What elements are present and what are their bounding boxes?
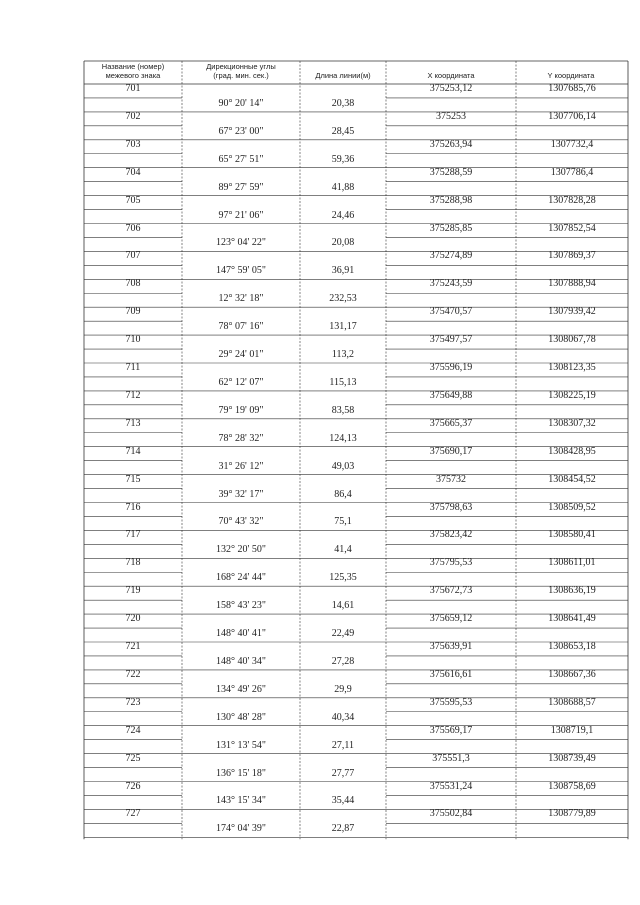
line-length: 232,53 bbox=[329, 293, 357, 305]
x-coordinate: 375798,63 bbox=[429, 501, 473, 513]
point-number: 711 bbox=[125, 362, 141, 373]
line-length: 115,13 bbox=[329, 376, 357, 388]
y-coordinate: 1308719,1 bbox=[550, 724, 594, 736]
y-coordinate: 1308509,52 bbox=[548, 501, 596, 513]
x-coordinate: 375253 bbox=[436, 110, 466, 122]
line-length: 28,45 bbox=[331, 125, 355, 137]
line-length: 59,36 bbox=[331, 153, 355, 165]
direction-angle: 123° 04' 22" bbox=[216, 237, 266, 249]
point-number: 702 bbox=[125, 110, 141, 122]
y-coordinate: 1308779,89 bbox=[548, 808, 596, 820]
direction-angle: 70° 43' 32" bbox=[218, 516, 264, 528]
point-number: 705 bbox=[125, 194, 141, 206]
direction-angle: 78° 28' 32" bbox=[218, 432, 264, 444]
y-coordinate: 1307939,42 bbox=[548, 306, 596, 318]
direction-angle: 174° 04' 39" bbox=[216, 823, 266, 835]
x-coordinate: 375531,24 bbox=[429, 780, 473, 792]
line-length: 131,17 bbox=[329, 321, 357, 333]
direction-angle: 148° 40' 34" bbox=[216, 655, 266, 667]
y-coordinate: 1308580,41 bbox=[548, 529, 596, 541]
y-coordinate: 1308667,36 bbox=[548, 668, 596, 680]
x-coordinate: 375551,3 bbox=[432, 752, 470, 764]
point-number: 726 bbox=[125, 780, 141, 792]
line-length: 49,03 bbox=[331, 460, 355, 472]
point-number: 715 bbox=[125, 473, 141, 485]
x-coordinate: 375243,59 bbox=[429, 278, 473, 290]
header-name: Название (номер) межевого знака bbox=[101, 62, 165, 80]
x-coordinate: 375274,89 bbox=[429, 250, 473, 262]
line-length: 83,58 bbox=[331, 404, 355, 416]
point-number: 713 bbox=[125, 417, 141, 429]
point-number: 710 bbox=[125, 334, 141, 346]
x-coordinate: 375823,42 bbox=[429, 529, 473, 541]
direction-angle: 168° 24' 44" bbox=[216, 572, 266, 584]
x-coordinate: 375263,94 bbox=[429, 138, 473, 150]
x-coordinate: 375639,91 bbox=[429, 641, 473, 652]
point-number: 714 bbox=[125, 445, 141, 457]
y-coordinate: 1307828,28 bbox=[548, 194, 596, 206]
direction-angle: 148° 40' 41" bbox=[216, 628, 266, 640]
header-length: Длина линии(м) bbox=[315, 71, 371, 80]
x-coordinate: 375288,59 bbox=[429, 166, 473, 178]
line-length: 113,2 bbox=[331, 349, 355, 361]
x-coordinate: 375690,17 bbox=[429, 445, 473, 457]
direction-angle: 79° 19' 09" bbox=[218, 404, 264, 416]
header-x: X координата bbox=[427, 71, 475, 80]
line-length: 29,9 bbox=[334, 683, 352, 695]
y-coordinate: 1308611,01 bbox=[548, 557, 596, 569]
point-number: 723 bbox=[125, 696, 141, 708]
line-length: 41,4 bbox=[334, 544, 352, 556]
line-length: 86,4 bbox=[334, 488, 352, 500]
line-length: 27,77 bbox=[331, 767, 355, 779]
point-number: 727 bbox=[125, 808, 141, 820]
header-y: Y координата bbox=[547, 71, 595, 80]
point-number: 717 bbox=[125, 529, 141, 541]
x-coordinate: 375649,88 bbox=[429, 389, 473, 401]
line-length: 125,35 bbox=[329, 572, 357, 584]
direction-angle: 62° 12' 07" bbox=[218, 376, 264, 388]
direction-angle: 12° 32' 18" bbox=[218, 293, 264, 305]
header-angle: Дирекционные углы (град. мин. сек.) bbox=[206, 62, 276, 80]
point-number: 704 bbox=[125, 166, 141, 178]
direction-angle: 143° 15' 34" bbox=[216, 795, 266, 807]
direction-angle: 78° 07' 16" bbox=[218, 321, 264, 333]
direction-angle: 147° 59' 05" bbox=[216, 265, 266, 277]
x-coordinate: 375285,85 bbox=[429, 222, 473, 234]
point-number: 703 bbox=[125, 138, 141, 150]
direction-angle: 39° 32' 17" bbox=[218, 488, 264, 500]
x-coordinate: 375616,61 bbox=[429, 668, 473, 680]
point-number: 720 bbox=[125, 613, 141, 625]
direction-angle: 67° 23' 00" bbox=[218, 125, 264, 137]
x-coordinate: 375497,57 bbox=[429, 334, 473, 346]
point-number: 724 bbox=[125, 724, 141, 736]
y-coordinate: 1307888,94 bbox=[548, 278, 596, 290]
direction-angle: 31° 26' 12" bbox=[218, 460, 264, 472]
line-length: 24,46 bbox=[331, 209, 355, 221]
point-number: 718 bbox=[125, 557, 141, 569]
y-coordinate: 1308123,35 bbox=[548, 362, 596, 373]
y-coordinate: 1308688,57 bbox=[548, 696, 596, 708]
x-coordinate: 375595,53 bbox=[429, 696, 473, 708]
direction-angle: 65° 27' 51" bbox=[218, 153, 264, 165]
x-coordinate: 375732 bbox=[436, 473, 466, 485]
y-coordinate: 1308636,19 bbox=[548, 585, 596, 597]
y-coordinate: 1307732,4 bbox=[550, 138, 594, 150]
x-coordinate: 375659,12 bbox=[429, 613, 473, 625]
line-length: 20,08 bbox=[331, 237, 355, 249]
point-number: 725 bbox=[125, 752, 141, 764]
y-coordinate: 1308225,19 bbox=[548, 389, 596, 401]
x-coordinate: 375672,73 bbox=[429, 585, 473, 597]
direction-angle: 90° 20' 14" bbox=[218, 97, 264, 109]
y-coordinate: 1307685,76 bbox=[548, 83, 596, 94]
y-coordinate: 1308758,69 bbox=[548, 780, 596, 792]
y-coordinate: 1307852,54 bbox=[548, 222, 596, 234]
direction-angle: 132° 20' 50" bbox=[216, 544, 266, 556]
point-number: 716 bbox=[125, 501, 141, 513]
line-length: 124,13 bbox=[329, 432, 357, 444]
line-length: 41,88 bbox=[331, 181, 355, 193]
x-coordinate: 375288,98 bbox=[429, 194, 473, 206]
y-coordinate: 1308739,49 bbox=[548, 752, 596, 764]
point-number: 709 bbox=[125, 306, 141, 318]
y-coordinate: 1308428,95 bbox=[548, 445, 596, 457]
line-length: 40,34 bbox=[331, 711, 355, 723]
y-coordinate: 1307869,37 bbox=[548, 250, 596, 262]
line-length: 14,61 bbox=[331, 600, 355, 612]
point-number: 721 bbox=[125, 641, 141, 652]
y-coordinate: 1307786,4 bbox=[550, 166, 594, 178]
direction-angle: 29° 24' 01" bbox=[218, 349, 264, 361]
direction-angle: 136° 15' 18" bbox=[216, 767, 266, 779]
point-number: 712 bbox=[125, 389, 141, 401]
point-number: 701 bbox=[125, 83, 141, 94]
y-coordinate: 1308454,52 bbox=[548, 473, 596, 485]
x-coordinate: 375502,84 bbox=[429, 808, 473, 820]
y-coordinate: 1308641,49 bbox=[548, 613, 596, 625]
point-number: 722 bbox=[125, 668, 141, 680]
direction-angle: 131° 13' 54" bbox=[216, 739, 266, 751]
y-coordinate: 1308653,18 bbox=[548, 641, 596, 652]
line-length: 36,91 bbox=[331, 265, 355, 277]
x-coordinate: 375470,57 bbox=[429, 306, 473, 318]
y-coordinate: 1308307,32 bbox=[548, 417, 596, 429]
line-length: 35,44 bbox=[331, 795, 355, 807]
point-number: 706 bbox=[125, 222, 141, 234]
direction-angle: 158° 43' 23" bbox=[216, 600, 266, 612]
direction-angle: 134° 49' 26" bbox=[216, 683, 266, 695]
line-length: 20,38 bbox=[331, 97, 355, 109]
y-coordinate: 1308067,78 bbox=[548, 334, 596, 346]
line-length: 22,49 bbox=[331, 628, 355, 640]
x-coordinate: 375795,53 bbox=[429, 557, 473, 569]
x-coordinate: 375665,37 bbox=[429, 417, 473, 429]
point-number: 719 bbox=[125, 585, 141, 597]
line-length: 22,87 bbox=[331, 823, 355, 835]
line-length: 75,1 bbox=[334, 516, 352, 528]
direction-angle: 97° 21' 06" bbox=[218, 209, 264, 221]
y-coordinate: 1307706,14 bbox=[548, 110, 596, 122]
x-coordinate: 375569,17 bbox=[429, 724, 473, 736]
line-length: 27,11 bbox=[331, 739, 355, 751]
x-coordinate: 375596,19 bbox=[429, 362, 473, 373]
point-number: 708 bbox=[125, 278, 141, 290]
direction-angle: 130° 48' 28" bbox=[216, 711, 266, 723]
line-length: 27,28 bbox=[331, 655, 355, 667]
direction-angle: 89° 27' 59" bbox=[218, 181, 264, 193]
x-coordinate: 375253,12 bbox=[429, 83, 473, 94]
point-number: 707 bbox=[125, 250, 141, 262]
